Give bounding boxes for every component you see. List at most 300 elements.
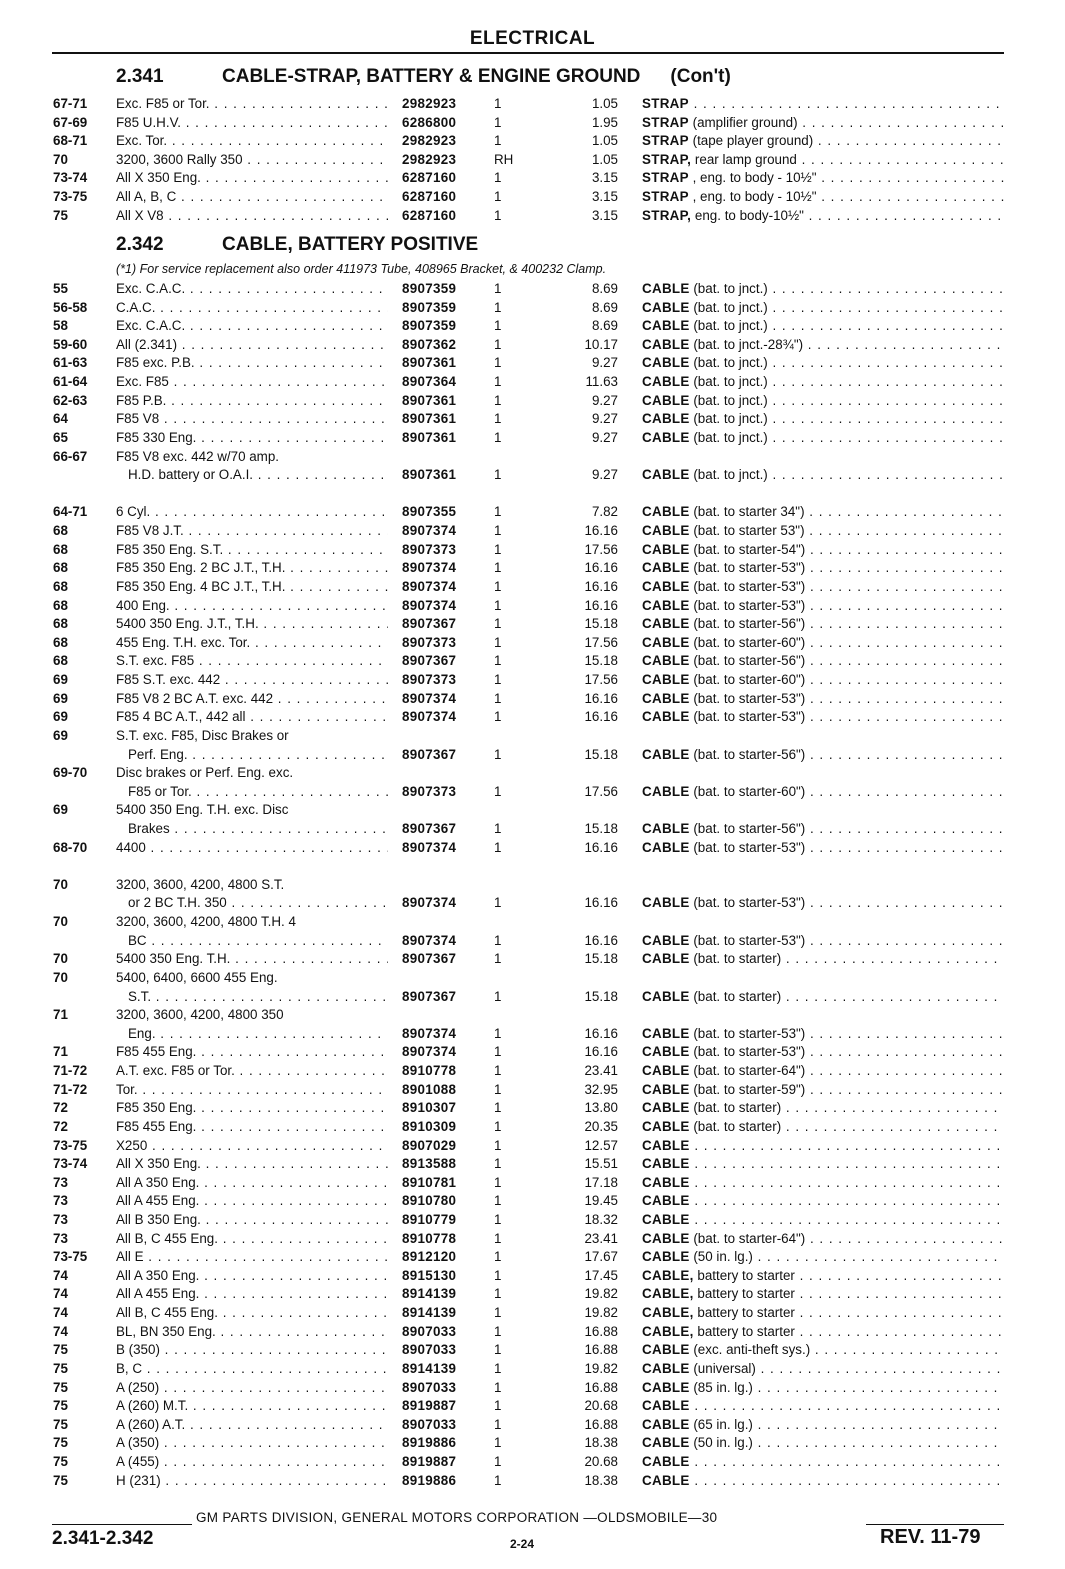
application-description: F85 V8 2 BC A.T. exc. 442 . . . bbox=[116, 690, 388, 708]
table-row bbox=[0, 615, 1065, 633]
part-name bbox=[642, 894, 1004, 912]
table-row bbox=[0, 522, 1065, 540]
quantity: 1 bbox=[494, 523, 502, 539]
quantity: 1 bbox=[494, 839, 502, 855]
part-number: 8907033 bbox=[402, 1323, 457, 1339]
table-row bbox=[0, 1285, 1065, 1303]
part-name-detail: (50 in. lg.) bbox=[689, 1249, 753, 1265]
model-years: 68-71 bbox=[53, 133, 88, 149]
part-number: 8907367 bbox=[402, 746, 457, 762]
part-name-detail: (bat. to jnct.) bbox=[689, 467, 768, 483]
price: 20.68 bbox=[584, 1398, 618, 1414]
part-number: 2982923 bbox=[402, 133, 457, 149]
part-name-detail: (50 in. lg.) bbox=[689, 1435, 753, 1451]
quantity: 1 bbox=[494, 1025, 502, 1041]
model-years: 59-60 bbox=[53, 336, 88, 352]
quantity: 1 bbox=[494, 932, 502, 948]
part-number: 8907361 bbox=[402, 355, 457, 371]
part-name-main: CABLE bbox=[642, 653, 690, 669]
part-number: 8919887 bbox=[402, 1454, 457, 1470]
part-name-detail: (bat. to starter-64") bbox=[689, 1230, 806, 1246]
part-name bbox=[642, 1360, 1004, 1378]
part-number: 8907033 bbox=[402, 1416, 457, 1432]
quantity: 1 bbox=[494, 709, 502, 725]
table-row bbox=[0, 1006, 1065, 1024]
price: 8.69 bbox=[591, 299, 618, 315]
part-number: 8901088 bbox=[402, 1081, 457, 1097]
table-row bbox=[0, 1341, 1065, 1359]
application-description: F85 350 Eng. 2 BC J.T., T.H. . . . bbox=[116, 559, 388, 577]
part-name bbox=[642, 708, 1004, 726]
price: 9.27 bbox=[591, 355, 618, 371]
model-years: 75 bbox=[53, 1342, 68, 1358]
quantity: 1 bbox=[494, 653, 502, 669]
part-name-main: CABLE bbox=[642, 281, 690, 296]
model-years: 71-72 bbox=[53, 1063, 88, 1079]
part-name bbox=[642, 410, 1004, 428]
part-name-main: CABLE bbox=[642, 1454, 690, 1470]
quantity: 1 bbox=[494, 783, 502, 799]
table-row bbox=[0, 541, 1065, 559]
application-description: S.T. exc. F85 . . . bbox=[116, 652, 388, 670]
table-row bbox=[0, 1099, 1065, 1117]
model-years: 74 bbox=[53, 1267, 68, 1283]
table-row bbox=[0, 280, 1065, 298]
quantity: 1 bbox=[494, 746, 502, 762]
quantity: 1 bbox=[494, 634, 502, 650]
part-name bbox=[642, 132, 1004, 150]
part-name bbox=[642, 1192, 1004, 1210]
part-number: 8907359 bbox=[402, 281, 457, 296]
part-number: 8914139 bbox=[402, 1286, 457, 1302]
table-row bbox=[0, 1137, 1065, 1155]
table-row bbox=[0, 578, 1065, 596]
part-name-detail: (bat. to starter-53") bbox=[689, 1044, 806, 1060]
model-years: 75 bbox=[53, 1379, 68, 1395]
table-row bbox=[0, 207, 1065, 225]
part-name-detail: (bat. to starter) bbox=[689, 1100, 782, 1116]
table-row bbox=[0, 1416, 1065, 1434]
price: 16.16 bbox=[584, 578, 618, 594]
application-description: A.T. exc. F85 or Tor. . . . bbox=[116, 1062, 388, 1080]
application-description: BC . . . bbox=[116, 932, 388, 950]
price: 17.18 bbox=[584, 1174, 618, 1190]
quantity: 1 bbox=[494, 820, 502, 836]
part-name-main: CABLE bbox=[642, 672, 690, 688]
model-years: 68 bbox=[53, 616, 68, 632]
price: 1.05 bbox=[591, 151, 618, 167]
price: 16.16 bbox=[584, 690, 618, 706]
section-title-2342 bbox=[116, 234, 478, 256]
part-name-main: STRAP bbox=[642, 114, 689, 130]
model-years: 75 bbox=[53, 1416, 68, 1432]
part-name bbox=[642, 503, 1004, 521]
part-number: 8907367 bbox=[402, 988, 457, 1004]
price: 19.82 bbox=[584, 1286, 618, 1302]
model-years: 73-75 bbox=[53, 1249, 88, 1265]
part-name-detail: , eng. to body - 10½" bbox=[688, 170, 817, 186]
quantity: 1 bbox=[494, 1212, 502, 1227]
part-name bbox=[642, 950, 1004, 968]
part-name-main: CABLE bbox=[642, 1212, 690, 1227]
price: 17.56 bbox=[584, 541, 618, 557]
quantity: 1 bbox=[494, 1137, 502, 1153]
price: 16.16 bbox=[584, 560, 618, 576]
model-years: 68 bbox=[53, 523, 68, 539]
section-name: CABLE, BATTERY POSITIVE bbox=[222, 234, 479, 255]
price: 16.16 bbox=[584, 523, 618, 539]
part-name-detail: (bat. to jnct.) bbox=[689, 374, 768, 390]
model-years: 68 bbox=[53, 653, 68, 669]
application-description: Disc brakes or Perf. Eng. exc. bbox=[116, 765, 294, 781]
table-row bbox=[0, 1360, 1065, 1378]
application-description: F85 350 Eng. 4 BC J.T., T.H. . . . bbox=[116, 578, 388, 596]
table-row bbox=[0, 429, 1065, 447]
part-name-detail: (bat. to jnct.) bbox=[689, 429, 768, 445]
part-number: 8919887 bbox=[402, 1398, 457, 1414]
quantity: 1 bbox=[494, 318, 502, 334]
price: 17.67 bbox=[584, 1249, 618, 1265]
table-row bbox=[0, 1025, 1065, 1043]
price: 12.57 bbox=[584, 1137, 618, 1153]
part-name-detail: (universal) bbox=[689, 1360, 756, 1376]
quantity: 1 bbox=[494, 1230, 502, 1246]
price: 11.63 bbox=[585, 374, 618, 390]
price: 23.41 bbox=[584, 1063, 618, 1079]
model-years: 71 bbox=[53, 1007, 68, 1023]
table-row bbox=[0, 1434, 1065, 1452]
part-number: 6286800 bbox=[402, 114, 457, 130]
quantity: 1 bbox=[494, 1323, 502, 1339]
part-name-detail: (exc. anti-theft sys.) bbox=[689, 1342, 811, 1358]
price: 15.51 bbox=[584, 1156, 618, 1172]
part-name bbox=[642, 615, 1004, 633]
model-years: 73 bbox=[53, 1230, 68, 1246]
application-description: Exc. C.A.C. . . . bbox=[116, 280, 388, 298]
table-row bbox=[0, 1230, 1065, 1248]
model-years: 68 bbox=[53, 541, 68, 557]
part-name-main: CABLE bbox=[642, 1137, 690, 1153]
footer-rule-right bbox=[866, 1524, 1004, 1525]
part-name-detail: (65 in. lg.) bbox=[689, 1416, 753, 1432]
application-description: All E . . . bbox=[116, 1248, 388, 1266]
table-row bbox=[0, 503, 1065, 521]
part-name bbox=[642, 207, 1004, 225]
part-name-detail: (bat. to jnct.) bbox=[689, 411, 768, 427]
part-name-main: CABLE bbox=[642, 839, 690, 855]
part-name bbox=[642, 1434, 1004, 1452]
part-number: 8907374 bbox=[402, 1044, 457, 1060]
part-name-detail: (tape player ground) bbox=[688, 133, 814, 149]
part-name bbox=[642, 299, 1004, 317]
application-description: B, C . . . bbox=[116, 1360, 388, 1378]
part-number: 6287160 bbox=[402, 189, 457, 204]
table-row bbox=[0, 354, 1065, 372]
table-row bbox=[0, 634, 1065, 652]
application-description: 3200, 3600, 4200, 4800 350 bbox=[116, 1007, 284, 1023]
application-description: F85 455 Eng. . . . bbox=[116, 1043, 388, 1061]
part-name-main: CABLE bbox=[642, 523, 690, 539]
quantity: 1 bbox=[494, 336, 502, 352]
part-name bbox=[642, 746, 1004, 764]
application-description: A (260) A.T. . . . bbox=[116, 1416, 388, 1434]
part-name-detail: (85 in. lg.) bbox=[689, 1379, 753, 1395]
application-description: S.T. exc. F85, Disc Brakes or bbox=[116, 727, 289, 743]
part-name-main: CABLE bbox=[642, 932, 690, 948]
part-name-detail: (bat. to starter 53") bbox=[689, 523, 805, 539]
part-name-detail: battery to starter bbox=[693, 1286, 795, 1302]
table-row bbox=[0, 392, 1065, 410]
part-name-main: CABLE bbox=[642, 746, 690, 762]
table-row bbox=[0, 839, 1065, 857]
application-description: H (231) . . . bbox=[116, 1472, 388, 1490]
table-row bbox=[0, 1304, 1065, 1322]
model-years: 73-75 bbox=[53, 189, 88, 204]
table-row bbox=[0, 969, 1065, 987]
part-name bbox=[642, 169, 1004, 187]
part-name bbox=[642, 1230, 1004, 1248]
footer-section-range: 2.341-2.342 bbox=[52, 1528, 154, 1549]
table-row bbox=[0, 1211, 1065, 1229]
price: 20.68 bbox=[584, 1454, 618, 1470]
part-name-main: CABLE, bbox=[642, 1267, 694, 1283]
price: 18.32 bbox=[584, 1212, 618, 1227]
part-name-detail: (bat. to jnct.) bbox=[689, 281, 768, 296]
part-name bbox=[642, 578, 1004, 596]
price: 16.16 bbox=[584, 895, 618, 911]
model-years: 69 bbox=[53, 727, 68, 743]
part-name-detail: (bat. to starter-53") bbox=[689, 932, 806, 948]
part-number: 8907361 bbox=[402, 467, 457, 483]
part-name-main: CABLE bbox=[642, 578, 690, 594]
price: 17.56 bbox=[584, 634, 618, 650]
part-name bbox=[642, 1379, 1004, 1397]
application-description: F85 or Tor. . . . bbox=[116, 783, 388, 801]
part-name-detail: (bat. to starter-53") bbox=[689, 895, 806, 911]
model-years: 69 bbox=[53, 802, 68, 818]
part-name-detail: (bat. to starter-56") bbox=[689, 820, 806, 836]
part-name-detail: (bat. to starter) bbox=[689, 951, 782, 967]
part-name-main: CABLE bbox=[642, 1379, 690, 1395]
part-name-detail: (bat. to starter 34") bbox=[689, 504, 805, 520]
part-number: 8907359 bbox=[402, 299, 457, 315]
application-description: F85 P.B. . . . bbox=[116, 392, 388, 410]
table-row bbox=[0, 876, 1065, 894]
part-name bbox=[642, 354, 1004, 372]
price: 15.18 bbox=[584, 951, 618, 967]
model-years: 75 bbox=[53, 1360, 68, 1376]
application-description: 5400 350 Eng. J.T., T.H. . . . bbox=[116, 615, 388, 633]
quantity: 1 bbox=[494, 1100, 502, 1116]
part-name-detail: (bat. to starter-53") bbox=[689, 560, 806, 576]
part-name-main: CABLE bbox=[642, 616, 690, 632]
table-row bbox=[0, 988, 1065, 1006]
table-row bbox=[0, 820, 1065, 838]
table-row bbox=[0, 1043, 1065, 1061]
part-name bbox=[642, 95, 1004, 113]
part-name-detail: (bat. to starter-53") bbox=[689, 597, 806, 613]
model-years: 62-63 bbox=[53, 392, 88, 408]
quantity: 1 bbox=[494, 411, 502, 427]
application-description: A (455) . . . bbox=[116, 1453, 388, 1471]
part-number: 8907374 bbox=[402, 709, 457, 725]
application-description: Exc. F85 . . . bbox=[116, 373, 388, 391]
application-description: 455 Eng. T.H. exc. Tor. . . . bbox=[116, 634, 388, 652]
model-years: 61-64 bbox=[53, 374, 88, 390]
table-row bbox=[0, 410, 1065, 428]
part-name-main: CABLE bbox=[642, 1063, 690, 1079]
part-name-main: CABLE bbox=[642, 1100, 690, 1116]
part-name-detail: (bat. to starter-53") bbox=[689, 709, 806, 725]
part-name-detail: , eng. to body - 10½" bbox=[688, 189, 817, 204]
part-name-detail: (bat. to starter-53") bbox=[689, 578, 806, 594]
part-number: 8910309 bbox=[402, 1118, 457, 1134]
part-number: 8907361 bbox=[402, 411, 457, 427]
part-number: 8907367 bbox=[402, 820, 457, 836]
table-row bbox=[0, 913, 1065, 931]
price: 17.56 bbox=[584, 672, 618, 688]
part-number: 8907374 bbox=[402, 560, 457, 576]
part-name bbox=[642, 559, 1004, 577]
table-row bbox=[0, 801, 1065, 819]
model-years: 61-63 bbox=[53, 355, 88, 371]
application-description: All A 350 Eng. . . . bbox=[116, 1174, 388, 1192]
part-name bbox=[642, 839, 1004, 857]
price: 16.16 bbox=[584, 709, 618, 725]
table-row bbox=[0, 1174, 1065, 1192]
part-number: 8907374 bbox=[402, 578, 457, 594]
part-name bbox=[642, 932, 1004, 950]
table-row bbox=[0, 671, 1065, 689]
model-years: 73-74 bbox=[53, 170, 88, 186]
part-name-main: CABLE bbox=[642, 1360, 690, 1376]
part-number: 8907374 bbox=[402, 839, 457, 855]
part-name-detail: battery to starter bbox=[693, 1305, 795, 1321]
part-name bbox=[642, 1267, 1004, 1285]
price: 8.69 bbox=[591, 318, 618, 334]
price: 16.16 bbox=[584, 1025, 618, 1041]
application-description: 4400 . . . bbox=[116, 839, 388, 857]
part-number: 8907374 bbox=[402, 932, 457, 948]
quantity: 1 bbox=[494, 1416, 502, 1432]
table-row bbox=[0, 373, 1065, 391]
part-name-detail: (bat. to jnct.) bbox=[689, 392, 768, 408]
application-description: Exc. F85 or Tor. . . . bbox=[116, 95, 388, 113]
model-years: 74 bbox=[53, 1305, 68, 1321]
part-name-main: STRAP, bbox=[642, 151, 692, 167]
price: 1.05 bbox=[591, 96, 618, 111]
quantity: 1 bbox=[494, 597, 502, 613]
application-description: S.T. . . . bbox=[116, 988, 388, 1006]
quantity: 1 bbox=[494, 281, 502, 296]
part-name bbox=[642, 1472, 1004, 1490]
application-description: A (250) . . . bbox=[116, 1379, 388, 1397]
application-description: 5400 350 Eng. T.H. . . . bbox=[116, 950, 388, 968]
part-name-main: STRAP bbox=[642, 96, 689, 111]
table-row bbox=[0, 169, 1065, 187]
part-number: 8919886 bbox=[402, 1472, 457, 1488]
part-name bbox=[642, 1174, 1004, 1192]
part-number: 8907367 bbox=[402, 616, 457, 632]
model-years: 71-72 bbox=[53, 1081, 88, 1097]
footer-page-number: 2-24 bbox=[510, 1537, 535, 1551]
model-years: 67-69 bbox=[53, 114, 88, 130]
part-name bbox=[642, 336, 1004, 354]
part-name bbox=[642, 188, 1004, 206]
model-years: 68 bbox=[53, 634, 68, 650]
part-name bbox=[642, 783, 1004, 801]
quantity: 1 bbox=[494, 133, 502, 149]
quantity: 1 bbox=[494, 1249, 502, 1265]
quantity: 1 bbox=[494, 578, 502, 594]
table-row bbox=[0, 1472, 1065, 1490]
model-years: 75 bbox=[53, 1398, 68, 1414]
part-number: 8910781 bbox=[402, 1174, 457, 1190]
section-title-2341 bbox=[116, 66, 731, 88]
model-years: 69 bbox=[53, 672, 68, 688]
price: 3.15 bbox=[591, 170, 618, 186]
quantity: 1 bbox=[494, 1174, 502, 1190]
quantity: 1 bbox=[494, 1379, 502, 1395]
model-years: 72 bbox=[53, 1100, 68, 1116]
application-description: F85 V8 J.T. . . . bbox=[116, 522, 388, 540]
part-name-main: CABLE bbox=[642, 336, 690, 352]
part-name-main: CABLE bbox=[642, 1118, 690, 1134]
part-name bbox=[642, 1025, 1004, 1043]
part-name-detail: (bat. to starter-60") bbox=[689, 634, 806, 650]
table-row bbox=[0, 299, 1065, 317]
part-number: 8907374 bbox=[402, 895, 457, 911]
table-row bbox=[0, 746, 1065, 764]
part-number: 8914139 bbox=[402, 1360, 457, 1376]
part-name-detail: rear lamp ground bbox=[691, 151, 797, 167]
price: 3.15 bbox=[591, 207, 618, 223]
part-number: 8910779 bbox=[402, 1212, 457, 1227]
price: 19.82 bbox=[584, 1305, 618, 1321]
part-name bbox=[642, 1099, 1004, 1117]
part-name-main: CABLE bbox=[642, 709, 690, 725]
table-row bbox=[0, 727, 1065, 745]
part-name-main: CABLE bbox=[642, 429, 690, 445]
table-row bbox=[0, 708, 1065, 726]
part-name bbox=[642, 1118, 1004, 1136]
part-number: 8919886 bbox=[402, 1435, 457, 1451]
part-name bbox=[642, 1248, 1004, 1266]
part-number: 8907374 bbox=[402, 597, 457, 613]
table-row bbox=[0, 95, 1065, 113]
application-description: All A 455 Eng. . . . bbox=[116, 1192, 388, 1210]
part-name bbox=[642, 373, 1004, 391]
quantity: 1 bbox=[494, 392, 502, 408]
part-name-detail: (bat. to starter-59") bbox=[689, 1081, 806, 1097]
table-row bbox=[0, 114, 1065, 132]
model-years: 55 bbox=[53, 281, 68, 296]
part-number: 8907373 bbox=[402, 634, 457, 650]
part-number: 8907362 bbox=[402, 336, 457, 352]
table-row bbox=[0, 1118, 1065, 1136]
model-years: 64-71 bbox=[53, 504, 88, 520]
table-row bbox=[0, 597, 1065, 615]
application-description: Brakes . . . bbox=[116, 820, 388, 838]
quantity: 1 bbox=[494, 1044, 502, 1060]
table-row bbox=[0, 151, 1065, 169]
application-description: All B, C 455 Eng. . . . bbox=[116, 1230, 388, 1248]
part-name-detail: (bat. to starter) bbox=[689, 988, 782, 1004]
section-number: 2.342 bbox=[116, 234, 164, 255]
model-years: 68 bbox=[53, 597, 68, 613]
part-name-detail: (bat. to starter-53") bbox=[689, 839, 806, 855]
section-name: CABLE-STRAP, BATTERY & ENGINE GROUND bbox=[222, 66, 641, 87]
